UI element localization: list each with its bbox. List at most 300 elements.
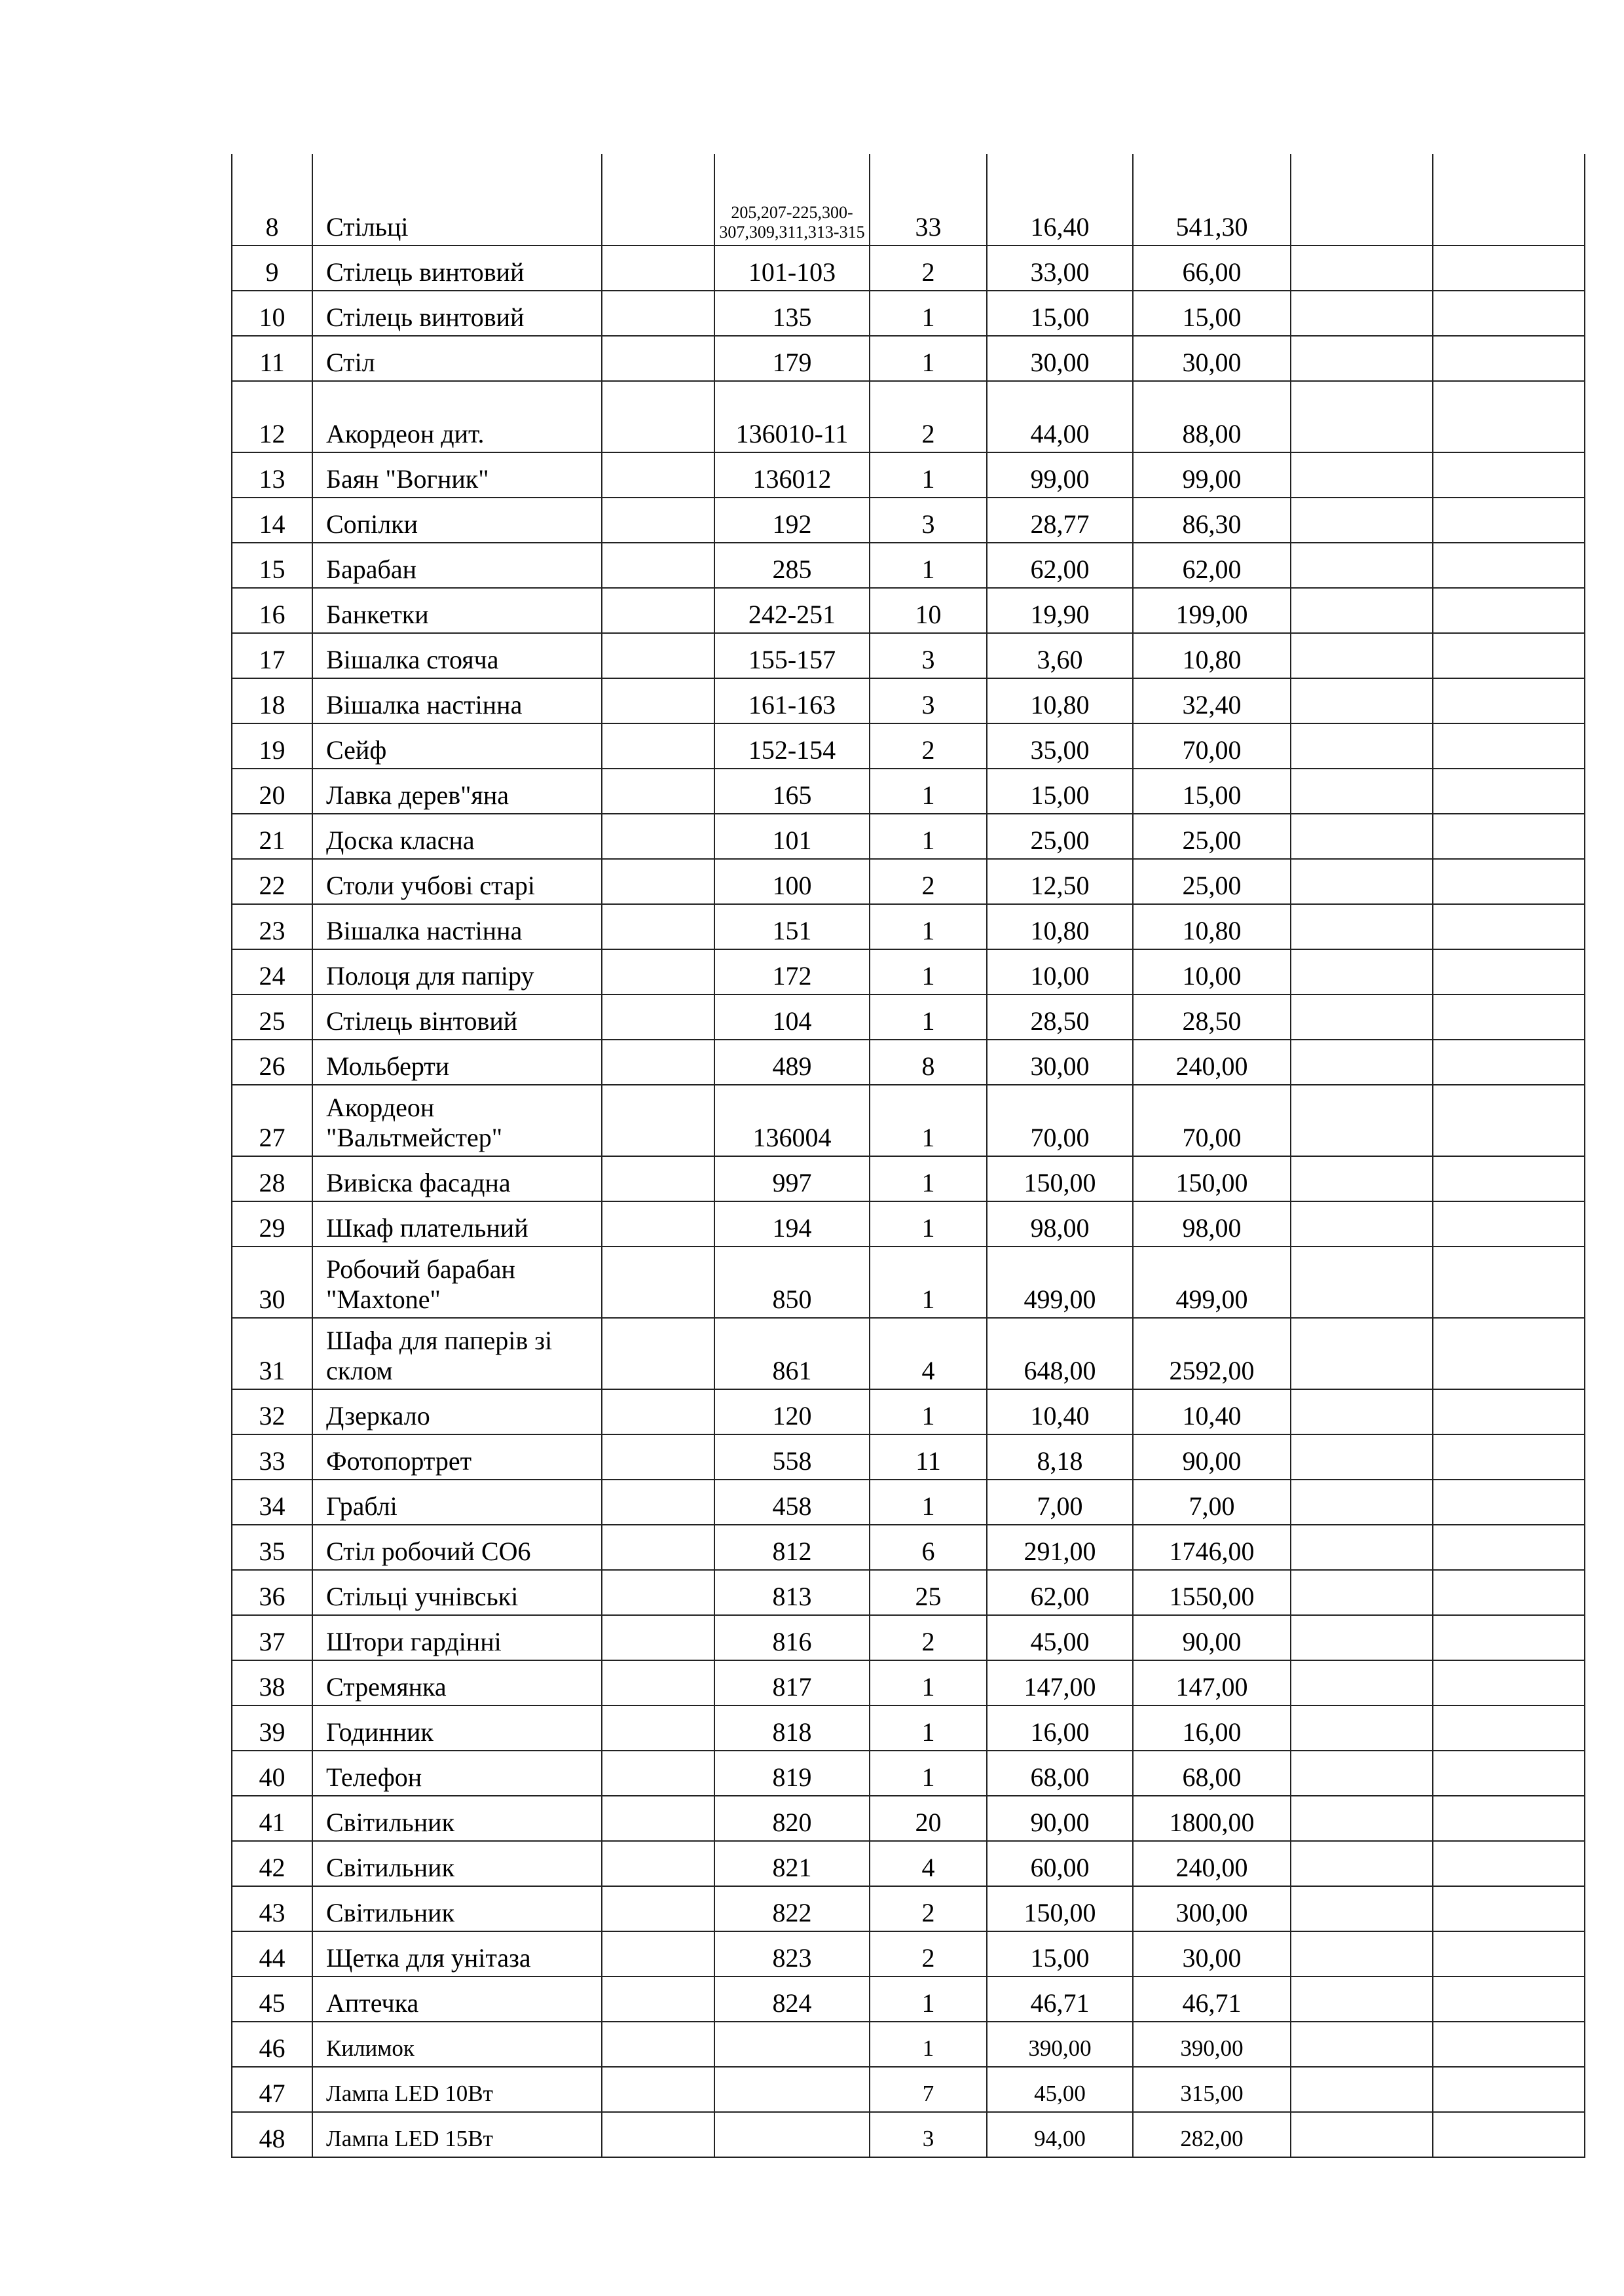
- row-number: 9: [232, 246, 312, 291]
- empty-cell: [602, 633, 714, 678]
- table-row: [232, 2022, 1585, 2067]
- empty-cell: [1291, 859, 1433, 904]
- inventory-number: [714, 2022, 870, 2067]
- row-number: 45: [232, 1977, 312, 2022]
- row-number: 11: [232, 336, 312, 381]
- inventory-number: 458: [714, 1480, 870, 1525]
- item-name: Аптечка: [312, 1977, 602, 2022]
- sum: 32,40: [1133, 678, 1291, 723]
- empty-cell: [602, 1389, 714, 1434]
- table-row: [232, 1156, 1585, 1201]
- empty-cell: [602, 1318, 714, 1389]
- inventory-number: 136012: [714, 452, 870, 498]
- empty-cell: [602, 498, 714, 543]
- item-name: Килимок: [312, 2022, 602, 2067]
- table-row: [232, 381, 1585, 452]
- empty-cell: [602, 1977, 714, 2022]
- price: 98,00: [987, 1201, 1133, 1247]
- row-number: 36: [232, 1570, 312, 1615]
- row-number: 42: [232, 1841, 312, 1886]
- table-row: [232, 1841, 1585, 1886]
- row-number: 19: [232, 723, 312, 769]
- price: 68,00: [987, 1751, 1133, 1796]
- empty-cell: [1291, 769, 1433, 814]
- item-name: Стільці учнівські: [312, 1570, 602, 1615]
- empty-cell: [1433, 588, 1585, 633]
- inventory-number: 819: [714, 1751, 870, 1796]
- sum: 240,00: [1133, 1040, 1291, 1085]
- empty-cell: [602, 1525, 714, 1570]
- sum: 147,00: [1133, 1660, 1291, 1705]
- item-name: Стілець винтовий: [312, 246, 602, 291]
- empty-cell: [1433, 381, 1585, 452]
- price: 15,00: [987, 291, 1133, 336]
- empty-cell: [1291, 814, 1433, 859]
- sum: 499,00: [1133, 1247, 1291, 1318]
- row-number: 35: [232, 1525, 312, 1570]
- empty-cell: [1433, 859, 1585, 904]
- table-row: [232, 1615, 1585, 1660]
- quantity: 1: [870, 452, 987, 498]
- empty-cell: [1433, 1886, 1585, 1931]
- empty-cell: [1433, 1841, 1585, 1886]
- item-name: Щетка для унітаза: [312, 1931, 602, 1977]
- quantity: 33: [870, 154, 987, 246]
- quantity: 11: [870, 1434, 987, 1480]
- empty-cell: [602, 1247, 714, 1318]
- item-name: Вивіска фасадна: [312, 1156, 602, 1201]
- quantity: 1: [870, 2022, 987, 2067]
- empty-cell: [602, 1705, 714, 1751]
- table-row: [232, 1434, 1585, 1480]
- empty-cell: [602, 1434, 714, 1480]
- inventory-number: 101: [714, 814, 870, 859]
- empty-cell: [602, 1886, 714, 1931]
- item-name: Шкаф плательний: [312, 1201, 602, 1247]
- empty-cell: [602, 678, 714, 723]
- table-row: [232, 291, 1585, 336]
- inventory-number: 821: [714, 1841, 870, 1886]
- empty-cell: [1291, 1389, 1433, 1434]
- row-number: 8: [232, 154, 312, 246]
- quantity: 1: [870, 1480, 987, 1525]
- price: 390,00: [987, 2022, 1133, 2067]
- inventory-number: 136010-11: [714, 381, 870, 452]
- sum: 98,00: [1133, 1201, 1291, 1247]
- sum: 10,80: [1133, 904, 1291, 949]
- empty-cell: [1291, 949, 1433, 994]
- inventory-number: 165: [714, 769, 870, 814]
- empty-cell: [1433, 1705, 1585, 1751]
- quantity: 1: [870, 543, 987, 588]
- quantity: 4: [870, 1318, 987, 1389]
- empty-cell: [1433, 723, 1585, 769]
- row-number: 20: [232, 769, 312, 814]
- quantity: 2: [870, 859, 987, 904]
- row-number: 26: [232, 1040, 312, 1085]
- price: 150,00: [987, 1156, 1133, 1201]
- price: 28,77: [987, 498, 1133, 543]
- sum: 30,00: [1133, 336, 1291, 381]
- empty-cell: [1291, 1525, 1433, 1570]
- quantity: 1: [870, 1156, 987, 1201]
- empty-cell: [1433, 543, 1585, 588]
- inventory-table: [231, 154, 1585, 2158]
- item-name: Дзеркало: [312, 1389, 602, 1434]
- inventory-number: 822: [714, 1886, 870, 1931]
- sum: 7,00: [1133, 1480, 1291, 1525]
- table-row: [232, 1977, 1585, 2022]
- empty-cell: [1291, 452, 1433, 498]
- empty-cell: [1433, 452, 1585, 498]
- sum: 315,00: [1133, 2067, 1291, 2112]
- row-number: 47: [232, 2067, 312, 2112]
- empty-cell: [602, 336, 714, 381]
- table-row: [232, 588, 1585, 633]
- inventory-number: 824: [714, 1977, 870, 2022]
- sum: 10,80: [1133, 633, 1291, 678]
- empty-cell: [1433, 1201, 1585, 1247]
- sum: 70,00: [1133, 1085, 1291, 1156]
- price: 25,00: [987, 814, 1133, 859]
- table-row: [232, 859, 1585, 904]
- inventory-number: 817: [714, 1660, 870, 1705]
- item-name: Граблі: [312, 1480, 602, 1525]
- item-name: Полоця для папіру: [312, 949, 602, 994]
- inventory-number: 120: [714, 1389, 870, 1434]
- price: 15,00: [987, 1931, 1133, 1977]
- empty-cell: [1291, 1931, 1433, 1977]
- empty-cell: [1433, 678, 1585, 723]
- price: 62,00: [987, 1570, 1133, 1615]
- empty-cell: [1291, 588, 1433, 633]
- sum: 28,50: [1133, 994, 1291, 1040]
- empty-cell: [1291, 1434, 1433, 1480]
- item-name: Стремянка: [312, 1660, 602, 1705]
- sum: 68,00: [1133, 1751, 1291, 1796]
- item-name: Столи учбові старі: [312, 859, 602, 904]
- sum: 25,00: [1133, 814, 1291, 859]
- quantity: 3: [870, 2112, 987, 2157]
- empty-cell: [1433, 1931, 1585, 1977]
- empty-cell: [1291, 498, 1433, 543]
- row-number: 40: [232, 1751, 312, 1796]
- row-number: 38: [232, 1660, 312, 1705]
- item-name: Барабан: [312, 543, 602, 588]
- row-number: 46: [232, 2022, 312, 2067]
- empty-cell: [1433, 904, 1585, 949]
- empty-cell: [602, 1156, 714, 1201]
- inventory-number: 179: [714, 336, 870, 381]
- price: 30,00: [987, 336, 1133, 381]
- empty-cell: [1433, 1977, 1585, 2022]
- item-name: Світильник: [312, 1886, 602, 1931]
- table-row: [232, 336, 1585, 381]
- sum: 1746,00: [1133, 1525, 1291, 1570]
- empty-cell: [1291, 678, 1433, 723]
- empty-cell: [1433, 1525, 1585, 1570]
- quantity: 2: [870, 723, 987, 769]
- quantity: 1: [870, 291, 987, 336]
- sum: 10,40: [1133, 1389, 1291, 1434]
- table-row: [232, 1796, 1585, 1841]
- inventory-number: 816: [714, 1615, 870, 1660]
- empty-cell: [1433, 336, 1585, 381]
- table-row: [232, 1085, 1585, 1156]
- sum: 88,00: [1133, 381, 1291, 452]
- empty-cell: [1291, 1615, 1433, 1660]
- price: 150,00: [987, 1886, 1133, 1931]
- row-number: 48: [232, 2112, 312, 2157]
- empty-cell: [1433, 994, 1585, 1040]
- empty-cell: [602, 1040, 714, 1085]
- item-name: Доска класна: [312, 814, 602, 859]
- table-row: [232, 154, 1585, 246]
- quantity: 6: [870, 1525, 987, 1570]
- inventory-number: 172: [714, 949, 870, 994]
- item-name: Годинник: [312, 1705, 602, 1751]
- row-number: 23: [232, 904, 312, 949]
- sum: 199,00: [1133, 588, 1291, 633]
- price: 16,00: [987, 1705, 1133, 1751]
- sum: 15,00: [1133, 291, 1291, 336]
- inventory-number: [714, 2112, 870, 2157]
- table-row: [232, 1660, 1585, 1705]
- empty-cell: [602, 2112, 714, 2157]
- empty-cell: [602, 769, 714, 814]
- sum: 2592,00: [1133, 1318, 1291, 1389]
- price: 499,00: [987, 1247, 1133, 1318]
- quantity: 1: [870, 1389, 987, 1434]
- empty-cell: [1291, 1040, 1433, 1085]
- inventory-number: 104: [714, 994, 870, 1040]
- empty-cell: [1433, 949, 1585, 994]
- table-row: [232, 1247, 1585, 1318]
- row-number: 18: [232, 678, 312, 723]
- quantity: 2: [870, 381, 987, 452]
- table-row: [232, 1040, 1585, 1085]
- inventory-number: 135: [714, 291, 870, 336]
- row-number: 12: [232, 381, 312, 452]
- row-number: 17: [232, 633, 312, 678]
- sum: 62,00: [1133, 543, 1291, 588]
- item-name: Штори гардінні: [312, 1615, 602, 1660]
- row-number: 13: [232, 452, 312, 498]
- table-row: [232, 246, 1585, 291]
- empty-cell: [602, 1841, 714, 1886]
- price: 90,00: [987, 1796, 1133, 1841]
- empty-cell: [1291, 154, 1433, 246]
- item-name: Світильник: [312, 1841, 602, 1886]
- empty-cell: [602, 994, 714, 1040]
- item-name: Сейф: [312, 723, 602, 769]
- item-name: Акордеон "Вальтмейстер": [312, 1085, 602, 1156]
- item-name: Сопілки: [312, 498, 602, 543]
- empty-cell: [1433, 1615, 1585, 1660]
- inventory-number: 861: [714, 1318, 870, 1389]
- quantity: 10: [870, 588, 987, 633]
- inventory-number: 205,207-225,300-307,309,311,313-315: [714, 154, 870, 246]
- row-number: 33: [232, 1434, 312, 1480]
- quantity: 2: [870, 1931, 987, 1977]
- sum: 16,00: [1133, 1705, 1291, 1751]
- row-number: 43: [232, 1886, 312, 1931]
- table-row: [232, 769, 1585, 814]
- row-number: 32: [232, 1389, 312, 1434]
- empty-cell: [1291, 1156, 1433, 1201]
- inventory-number: 155-157: [714, 633, 870, 678]
- empty-cell: [1433, 814, 1585, 859]
- item-name: Лампа LED 10Вт: [312, 2067, 602, 2112]
- empty-cell: [602, 1751, 714, 1796]
- inventory-number: 194: [714, 1201, 870, 1247]
- empty-cell: [1433, 1570, 1585, 1615]
- inventory-number: 192: [714, 498, 870, 543]
- item-name: Світильник: [312, 1796, 602, 1841]
- row-number: 27: [232, 1085, 312, 1156]
- price: 12,50: [987, 859, 1133, 904]
- price: 30,00: [987, 1040, 1133, 1085]
- empty-cell: [1291, 1318, 1433, 1389]
- price: 3,60: [987, 633, 1133, 678]
- empty-cell: [1291, 1886, 1433, 1931]
- quantity: 1: [870, 1977, 987, 2022]
- item-name: Мольберти: [312, 1040, 602, 1085]
- quantity: 25: [870, 1570, 987, 1615]
- empty-cell: [1433, 1156, 1585, 1201]
- inventory-number: 101-103: [714, 246, 870, 291]
- empty-cell: [1291, 246, 1433, 291]
- item-name: Стіл робочий СО6: [312, 1525, 602, 1570]
- row-number: 25: [232, 994, 312, 1040]
- row-number: 15: [232, 543, 312, 588]
- row-number: 22: [232, 859, 312, 904]
- item-name: Вішалка настінна: [312, 904, 602, 949]
- table-row: [232, 1931, 1585, 1977]
- empty-cell: [1433, 154, 1585, 246]
- table-row: [232, 994, 1585, 1040]
- quantity: 2: [870, 1615, 987, 1660]
- price: 648,00: [987, 1318, 1133, 1389]
- quantity: 1: [870, 1660, 987, 1705]
- empty-cell: [1291, 1570, 1433, 1615]
- price: 45,00: [987, 2067, 1133, 2112]
- empty-cell: [1291, 543, 1433, 588]
- table-row: [232, 1751, 1585, 1796]
- table-row: [232, 1705, 1585, 1751]
- empty-cell: [1291, 1085, 1433, 1156]
- inventory-number: 151: [714, 904, 870, 949]
- empty-cell: [1433, 1389, 1585, 1434]
- item-name: Лампа LED 15Вт: [312, 2112, 602, 2157]
- row-number: 29: [232, 1201, 312, 1247]
- table-row: [232, 814, 1585, 859]
- empty-cell: [602, 154, 714, 246]
- quantity: 1: [870, 336, 987, 381]
- table-row: [232, 543, 1585, 588]
- empty-cell: [1291, 1660, 1433, 1705]
- inventory-number: 818: [714, 1705, 870, 1751]
- table-row: [232, 1525, 1585, 1570]
- empty-cell: [1433, 1796, 1585, 1841]
- item-name: Лавка дерев"яна: [312, 769, 602, 814]
- empty-cell: [1433, 1085, 1585, 1156]
- empty-cell: [602, 1085, 714, 1156]
- empty-cell: [602, 1615, 714, 1660]
- empty-cell: [602, 904, 714, 949]
- row-number: 10: [232, 291, 312, 336]
- price: 62,00: [987, 543, 1133, 588]
- table-row: [232, 1886, 1585, 1931]
- inventory-number: 489: [714, 1040, 870, 1085]
- quantity: 2: [870, 246, 987, 291]
- price: 70,00: [987, 1085, 1133, 1156]
- empty-cell: [1433, 2022, 1585, 2067]
- quantity: 1: [870, 1201, 987, 1247]
- table-row: [232, 723, 1585, 769]
- empty-cell: [602, 291, 714, 336]
- empty-cell: [602, 1796, 714, 1841]
- row-number: 41: [232, 1796, 312, 1841]
- empty-cell: [602, 949, 714, 994]
- inventory-number: 812: [714, 1525, 870, 1570]
- empty-cell: [602, 1660, 714, 1705]
- table-row: [232, 949, 1585, 994]
- item-name: Стільці: [312, 154, 602, 246]
- empty-cell: [1291, 994, 1433, 1040]
- inventory-number: 820: [714, 1796, 870, 1841]
- empty-cell: [1291, 1480, 1433, 1525]
- row-number: 31: [232, 1318, 312, 1389]
- price: 10,80: [987, 904, 1133, 949]
- quantity: 1: [870, 814, 987, 859]
- price: 16,40: [987, 154, 1133, 246]
- item-name: Телефон: [312, 1751, 602, 1796]
- price: 15,00: [987, 769, 1133, 814]
- empty-cell: [602, 2022, 714, 2067]
- item-name: Стілець винтовий: [312, 291, 602, 336]
- row-number: 24: [232, 949, 312, 994]
- empty-cell: [1433, 246, 1585, 291]
- empty-cell: [1291, 904, 1433, 949]
- inventory-number: 161-163: [714, 678, 870, 723]
- row-number: 44: [232, 1931, 312, 1977]
- empty-cell: [602, 723, 714, 769]
- empty-cell: [1433, 498, 1585, 543]
- inventory-number: 850: [714, 1247, 870, 1318]
- empty-cell: [602, 1570, 714, 1615]
- empty-cell: [1433, 1480, 1585, 1525]
- sum: 46,71: [1133, 1977, 1291, 2022]
- table-row: [232, 678, 1585, 723]
- price: 7,00: [987, 1480, 1133, 1525]
- empty-cell: [1433, 2067, 1585, 2112]
- quantity: 3: [870, 498, 987, 543]
- table-row: [232, 1480, 1585, 1525]
- empty-cell: [1433, 1434, 1585, 1480]
- sum: 282,00: [1133, 2112, 1291, 2157]
- item-name: Вішалка настінна: [312, 678, 602, 723]
- empty-cell: [1291, 1247, 1433, 1318]
- price: 35,00: [987, 723, 1133, 769]
- empty-cell: [602, 859, 714, 904]
- row-number: 16: [232, 588, 312, 633]
- sum: 66,00: [1133, 246, 1291, 291]
- sum: 99,00: [1133, 452, 1291, 498]
- item-name: Фотопортрет: [312, 1434, 602, 1480]
- empty-cell: [1291, 291, 1433, 336]
- table-row: [232, 2067, 1585, 2112]
